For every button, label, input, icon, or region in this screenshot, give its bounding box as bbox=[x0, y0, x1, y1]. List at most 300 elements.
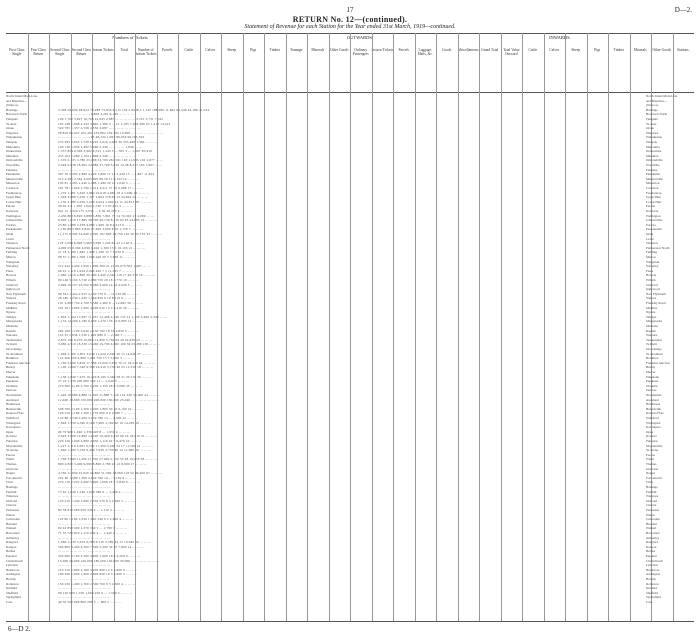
station-name: Makotuku bbox=[6, 144, 20, 149]
row-figures: 4,760 11,030 25,620 46,800 51,300 18,060 118 52 90,200 67 ... ... ... bbox=[58, 471, 163, 476]
row-figures: 320 785 1,357 2,538 4,550 3,687 ... ... ... ... ... ... ... ... bbox=[58, 126, 141, 131]
station-name: Kaipara Flats bbox=[6, 411, 24, 416]
station-name: Eketahuna bbox=[6, 172, 20, 177]
column-header: Second Class Return bbox=[71, 48, 91, 56]
row-figures: 1,700 5,000 3,810 17,580 13,620 5,630 70 11 19,510 64 ... ... ... bbox=[58, 360, 155, 365]
station-name: Lower Hutt bbox=[6, 199, 22, 204]
column-header: Second Class Single bbox=[50, 48, 70, 56]
station-name: Parnassus bbox=[6, 508, 20, 512]
row-figures: 90 561 1,424 2,055 4,250 770 8 ... 11,150 66 ... ... ... bbox=[58, 291, 139, 296]
row-figures: ... ... ... ... ... ... ... ... ... ... ... ... ... bbox=[58, 586, 111, 591]
station-name-right: Marton bbox=[646, 255, 656, 259]
row-figures: ... ... ... ... ... ... ... ... 4,808 4,281 6,100 ... ... ... ... bbox=[58, 112, 135, 117]
station-name-right: Penrose bbox=[646, 388, 657, 393]
station-name-right: Auckland bbox=[646, 397, 659, 402]
row-figures: 101 2,860 750 4,700 5,580 1,480 9 ... 12,665 39 ... ... ... bbox=[58, 301, 144, 305]
station-name: Kaiapoi bbox=[6, 544, 17, 549]
station-name: Hamilton bbox=[6, 356, 19, 361]
row-figures: 38 40 211 1,050 1,024 1,530 1 3 67,215 3 ... ... ... bbox=[58, 204, 134, 209]
station-name-right: Gisborne bbox=[646, 466, 659, 471]
column-header: Tonnage bbox=[290, 48, 303, 52]
row-figures: ... ... ... ... ... ... ... ... ... ... ... ... ... bbox=[58, 388, 111, 393]
station-name: Hastings bbox=[6, 485, 18, 489]
station-name: Wellsford bbox=[6, 416, 19, 420]
station-name: Otahuhu bbox=[6, 383, 18, 388]
station-name-right: Hastings bbox=[646, 107, 658, 112]
row-figures: ... ... ... ... ... ... ... ... ... ... ... ... ... bbox=[58, 485, 111, 489]
station-name: Te Aroha bbox=[6, 448, 19, 453]
row-figures: ... ... ... ... ... ... ... ... ... ... ... ... ... bbox=[58, 287, 111, 292]
station-name: Ormondville bbox=[6, 158, 23, 163]
row-figures: ... ... ... ... ... ... ... ... ... ... ... ... ... bbox=[58, 347, 111, 351]
station-name: and Branches— bbox=[6, 98, 28, 103]
station-name-right: Waipukurau bbox=[646, 135, 663, 140]
row-figures: 2,620 3,000 12,800 14,200 10,400 4,810 66 24 18,010 31 ... ... ... bbox=[58, 434, 157, 439]
station-name: Te Kuiti bbox=[6, 342, 17, 347]
station-name: Eltham bbox=[6, 278, 16, 282]
station-name: Auckland bbox=[6, 397, 19, 402]
station-name: Taihape bbox=[6, 314, 17, 319]
station-name: Feilding bbox=[6, 250, 17, 255]
page-subtitle: Statement of Revenue for each Station for the Year ended 31st March, 1919—continued. bbox=[244, 24, 456, 30]
row-figures: 1,370 2,135 3,780 23,496 53,709 261 561 165 11,935 126 1,677 ... ... bbox=[58, 158, 163, 163]
row-figures: ... ... ... ... ... ... ... ... ... ... ... ... ... bbox=[58, 167, 111, 172]
station-name-right: Stratford bbox=[646, 282, 658, 287]
row-figures: 1,840 1,330 4,590 6,510 7,900 2,190 40 16 14,230 19 ... ... ... bbox=[58, 420, 152, 425]
row-figures: 1,660 1,300 5,530 8,400 7,030 2,750 40 12 11,960 20 ... ... ... bbox=[58, 448, 152, 453]
station-name: Lyttelton bbox=[6, 563, 18, 568]
row-figures: 1,449 16,080 4,880 11,520 11,880 7,120 124 220 35,000 43 ... ... ... bbox=[58, 393, 161, 397]
station-name-right: Waverley bbox=[646, 264, 659, 269]
station-name: Ohakune bbox=[6, 324, 18, 328]
station-name-right: Paeroa bbox=[646, 452, 655, 457]
row-figures: 96 70 900 1,040 1,330 420 8 ... 1,950 4 ... ... ... bbox=[58, 429, 131, 434]
footer-rule bbox=[6, 621, 694, 622]
station-name-right: Makotuku bbox=[646, 144, 660, 149]
station-name-right: Pahiatua bbox=[646, 167, 658, 172]
station-name-right: Wellsford bbox=[646, 416, 659, 420]
station-name: Whangarei bbox=[6, 420, 21, 425]
station-name-right: Frankton Junction bbox=[646, 360, 670, 365]
column-header: Sheep bbox=[571, 48, 581, 52]
station-name-right: Putaruru bbox=[646, 439, 658, 443]
column-header: Total bbox=[120, 48, 128, 52]
station-name-right: Morrinsville bbox=[646, 443, 663, 448]
station-name: Palmerston North bbox=[6, 245, 30, 250]
station-name: Inglewood bbox=[6, 287, 21, 292]
row-figures: ... ... ... ... ... ... ... ... ... ... ... ... ... bbox=[58, 577, 111, 581]
station-name-right: Petone bbox=[646, 204, 655, 209]
row-figures: 270 300 4,100 2,700 5,230 1,350 26 6 2,080 25 ... ... ... bbox=[58, 383, 142, 388]
station-name-right: Te Kuiti bbox=[646, 342, 657, 347]
station-name: Stratford bbox=[6, 282, 18, 287]
station-name: Shannon bbox=[6, 241, 18, 246]
station-name: Marton bbox=[6, 255, 16, 259]
column-header: Cattle bbox=[184, 48, 194, 52]
station-name: Papanui bbox=[6, 554, 17, 558]
row-figures: 9,900 1,010 17,885 38,700 46,130 8,110 63 95 24,085 10 ... ... ... bbox=[58, 218, 157, 223]
row-figures: 235 103 1,080 1,104 1,808 2,348 ... ... ... ... ... ... ... bbox=[58, 153, 137, 158]
station-name: Opua bbox=[6, 429, 14, 434]
station-name-right: Ormondville bbox=[646, 158, 663, 163]
station-name-right: Fernhill bbox=[646, 489, 657, 494]
station-name: Pakipaki bbox=[6, 117, 18, 121]
row-figures: 1,150 2,380 5,030 5,630 6,024 1,060 14 11 43,813 38 ... ... ... bbox=[58, 199, 152, 204]
row-figures: 841 15 1,329 175 3,535 ... 6 36 29,205 4 ... ... ... bbox=[58, 209, 132, 213]
station-name-right: Raetihi bbox=[646, 328, 656, 333]
row-figures: ... ... ... ... ... ... ... ... ... ... ... ... ... bbox=[58, 512, 111, 517]
station-name-right: Hastings bbox=[646, 485, 658, 489]
row-figures: ... ... ... ... ... ... ... ... ... ... ... ... ... bbox=[58, 310, 111, 315]
row-figures: 21 18 3,160 1,665 1,400 1,160 12 7 3,070 8 ... ... ... bbox=[58, 250, 137, 255]
row-figures: 69 43 1,118 1,034 2,940 420 7 5 11,525 7 ... ... ... bbox=[58, 268, 134, 273]
column-header: Minerals bbox=[311, 48, 325, 52]
station-name-right: Culverden bbox=[646, 517, 660, 522]
column-header: Timber bbox=[269, 48, 280, 52]
station-name-right: Addington bbox=[646, 572, 661, 577]
row-figures: 270 118 2,270 2,660 3,600 1,060 18 5 3,840 9 ... ... ... bbox=[58, 480, 140, 485]
station-name: Putaruru bbox=[6, 439, 18, 443]
station-name: Waiouru bbox=[6, 333, 18, 338]
station-name: Taumarunui bbox=[6, 337, 22, 342]
station-name-right: Feilding bbox=[646, 250, 657, 255]
row-figures: ... ... ... ... ... ... ... ... ... ... ... ... ... bbox=[58, 521, 111, 526]
column-header: Parcels bbox=[398, 48, 409, 52]
station-name-right: Waiouru bbox=[646, 333, 658, 338]
station-name-right: Waiau bbox=[646, 512, 655, 517]
station-name: Raetihi bbox=[6, 328, 16, 333]
page-title: RETURN No. 12—(continued). bbox=[292, 15, 408, 24]
station-name-right: Darfield bbox=[646, 586, 657, 591]
station-name-right: Clive bbox=[646, 480, 654, 485]
row-figures: ... ... ... ... ... ... ... ... ... ... ... ... ... bbox=[58, 466, 111, 471]
station-name: Ngaere bbox=[6, 310, 16, 315]
row-figures: 800 2,820 3,400 9,090 8,800 2,780 23 12 8,990 27 ... ... ... bbox=[58, 462, 147, 466]
column-header: Timber bbox=[613, 48, 624, 52]
station-name: Morrinsville bbox=[6, 443, 23, 448]
row-figures: 284 168 1,720 3,040 2,130 760 18 10 4,850 5 ... ... ... bbox=[58, 328, 140, 333]
row-figures: ... ... ... ... ... ... ... ... ... ... ... ... ... bbox=[58, 259, 111, 264]
station-name-right: Henderson bbox=[646, 402, 661, 407]
column-header: Luggage, Mails, &c. bbox=[417, 48, 433, 56]
station-name-right: Pukekohe bbox=[646, 374, 660, 379]
station-name-right: Wellington bbox=[646, 213, 661, 218]
station-name-right: Upper Hutt bbox=[646, 195, 661, 200]
station-name: Cheviot bbox=[6, 503, 17, 508]
station-name-right: Dannevirke bbox=[646, 149, 662, 154]
station-name-right: Patea bbox=[646, 268, 654, 273]
row-figures: 11,175 8,390 34,940 4,700 167,600 18,750 120 36 95,735 33 ... ... ... bbox=[58, 232, 163, 236]
row-figures: 40 50 500 600 800 200 3 ... 800 2 ... ... ... bbox=[58, 600, 122, 604]
station-name: Levin bbox=[6, 236, 14, 241]
row-figures: 99 146 5,160 3,720 2,080 750 20 18 3,770 10 ... ... ... bbox=[58, 278, 140, 282]
column-header: Pigs bbox=[594, 48, 601, 52]
station-name-right: Levin bbox=[646, 236, 654, 241]
station-name-right: Waihi bbox=[646, 457, 654, 462]
row-figures: 1,346 3,088 5,230 1,117 1,964 578 65 13 44,844 24 ... ... ... bbox=[58, 195, 149, 200]
station-name: Christchurch bbox=[6, 558, 24, 563]
row-figures: 500 800 3,400 4,500 7,500 2,200 30 10 7,800 14 ... ... ... bbox=[58, 544, 144, 549]
row-figures: 110 35 1,036 1,530 1,020 680 9 ... 2,360 7 ... ... ... bbox=[58, 333, 135, 338]
station-name: Wellington bbox=[6, 213, 21, 218]
station-name-right: Whangarei bbox=[646, 420, 661, 425]
row-figures: 512 242 4,430 1,950 1,900 300 21 21 20,070 305 1,087 ... ... bbox=[58, 264, 150, 269]
station-name: Sheffield bbox=[6, 590, 19, 595]
station-name: Belfast bbox=[6, 549, 16, 554]
station-name-right: Christchurch bbox=[646, 558, 664, 563]
column-header: Grand Total bbox=[481, 48, 499, 52]
station-name: Waverley bbox=[6, 264, 19, 269]
station-name-right: Otane bbox=[646, 126, 654, 131]
station-name: Carterton bbox=[6, 186, 19, 190]
row-figures: 1,557 824 9,396 3,962 6,313 1,343 5 ... 305 3 ... 1,967 95,939 bbox=[58, 149, 152, 154]
column-header: Ordinary Passengers bbox=[352, 48, 369, 56]
row-figures: 201 301 3,085 1,900 4,290 610 13 2 6,410 29 ... ... ... bbox=[58, 305, 140, 310]
station-name: Springfield bbox=[6, 595, 21, 600]
station-name-right: Te Aroha bbox=[646, 448, 659, 453]
row-figures: 1,270 1,481 5,620 2,864 22,618 4,065 18 4 5,690 10 ... ... ... bbox=[58, 190, 150, 195]
column-header: Miscellaneous bbox=[457, 48, 479, 52]
row-figures: 508 700 2,100 1,500 2,200 1,800 30 10 6,100 10 ... ... ... bbox=[58, 406, 144, 411]
row-figures: ... ... ... ... ... ... ... ... ... ... ... ... ... bbox=[58, 452, 111, 457]
station-name-right: Carterton bbox=[646, 186, 659, 190]
station-name: Dannevirke bbox=[6, 149, 22, 154]
column-header: First Class Single bbox=[9, 48, 25, 56]
station-name-right: Newmarket bbox=[646, 393, 662, 397]
station-name-right: Belfast bbox=[646, 549, 656, 554]
row-figures: 1,190 1,600 7,340 9,590 16,410 3,730 40 25 11,350 18 ... ... ... bbox=[58, 365, 154, 370]
row-figures: 120 310 1,180 1,300 1,770 600 9 2 2,580 7 ... ... ... bbox=[58, 411, 136, 416]
row-figures: 103 81 1,265 1,440 2,488 1,480 29 14 1,040 5 ... ... ... bbox=[58, 181, 141, 186]
row-figures: ... ... ... ... ... ... ... ... ... ... ... ... ... bbox=[58, 494, 111, 499]
row-figures: 1,804 1,104 17,097 11,237 12,408 2,540 135 12 1,190 5,460 2,340 ... ... bbox=[58, 314, 167, 319]
page-id: D—2. bbox=[674, 6, 692, 14]
station-name-right: and Branches— bbox=[646, 98, 668, 103]
station-name-right: Havelock North bbox=[646, 112, 668, 117]
station-name: Woodville bbox=[6, 163, 20, 167]
station-name-right: Kaiapoi bbox=[646, 544, 657, 549]
station-name: Amberley bbox=[6, 535, 20, 540]
station-name-right: Lyttelton bbox=[646, 563, 658, 568]
station-name-right: Inglewood bbox=[646, 287, 661, 292]
station-name: Havelock North bbox=[6, 112, 28, 117]
row-figures: 320 660 2,700 3,300 4,900 1,600 18 6 4,200 9 ... ... ... bbox=[58, 554, 141, 558]
station-name-right: Ormond bbox=[646, 498, 657, 503]
station-name-right: Wanganui bbox=[646, 259, 660, 264]
row-figures: 118 1,098 6,098 5,960 5,098 1,240 64 43 1,165 9 ... ... ... bbox=[58, 241, 145, 246]
column-header: Sheep bbox=[227, 48, 237, 52]
row-figures: 1,138 1,840 7,470 10,420 8,100 3,340 58 21 20,710 56 ... ... ... bbox=[58, 374, 154, 379]
page-footer: 6—D 2. bbox=[8, 625, 31, 633]
station-name: Te Awamutu bbox=[6, 351, 23, 356]
row-figures: ... ... ... ... ... ... ... ... ... ... ... ... ... bbox=[58, 595, 111, 600]
row-figures: 367 50 2,285 2,868 4,220 1,860 72 14 5,229 13 ... 1,867 11,812 bbox=[58, 172, 155, 177]
column-header: Other Goods bbox=[330, 48, 349, 52]
station-name-right: Ngaere bbox=[646, 310, 656, 315]
table-row bbox=[6, 600, 694, 605]
station-name-right: Porirua bbox=[646, 222, 656, 227]
station-name: Hastings bbox=[6, 107, 18, 112]
station-name-right: Heathcote bbox=[646, 567, 660, 572]
row-figures: 150 230 1,400 1,700 2,500 700 9 3 2,300 4 ... ... ... bbox=[58, 581, 136, 586]
station-name-right: Helensville bbox=[646, 406, 662, 411]
row-figures: 58,816 90,047 105,401 232,862 276,384 10,600 ... ... ... ... ... ... ... ... bbox=[58, 130, 164, 135]
station-name: Takapau bbox=[6, 140, 18, 144]
station-name-right: Kaipara Flats bbox=[646, 411, 664, 416]
station-name-right: Papakura bbox=[646, 379, 659, 384]
row-figures: ... ... ... ... ... ... ... ... ... ... ... ... ... bbox=[58, 402, 111, 407]
station-name: Mercer bbox=[6, 370, 16, 374]
station-name: Pahiatua bbox=[6, 167, 18, 172]
column-header: Other Goods bbox=[652, 48, 671, 52]
row-figures: 71 33 720 810 1,110 290 4 ... 1,440 2 ... ... ... bbox=[58, 531, 128, 535]
station-name: Patea bbox=[6, 268, 14, 273]
row-figures: ... ... ... ... ... ... ... ... ... ... ... ... ... bbox=[58, 535, 111, 540]
header-group-inwards: INWARDS. bbox=[549, 35, 571, 40]
column-header: Calves bbox=[549, 48, 560, 52]
row-figures: 2,870 100 8,270 10,960 12,800 5,760 56 29 24,630 23 ... ... ... bbox=[58, 337, 153, 342]
station-name-right: Woodville bbox=[646, 163, 660, 167]
row-figures: 1,227 2,110 4,005 6,700 11,300 3,160 34 17 11,500 21 ... ... ... bbox=[58, 443, 153, 448]
station-name-right: Papanui bbox=[646, 554, 657, 558]
station-name-right: Featherston bbox=[646, 190, 662, 195]
station-name-right: Shannon bbox=[646, 241, 658, 246]
station-name-right: Eltham bbox=[646, 278, 656, 282]
station-name-right: Frankley Road bbox=[646, 301, 666, 305]
row-figures: 98 37 1,180 1,500 1,060 440 20 5 5,630 11 ... ... ... bbox=[58, 255, 136, 259]
station-name: Masterton bbox=[6, 181, 20, 186]
station-name-right: Springfield bbox=[646, 595, 661, 600]
row-figures: 114 206 650 2,800 3,400 750 15 7 5,090 3 ... ... ... bbox=[58, 356, 135, 361]
station-name: Paeroa bbox=[6, 452, 15, 457]
station-name-right: Otorohanga bbox=[646, 347, 662, 351]
station-name: Upper Hutt bbox=[6, 195, 21, 200]
station-name-right: Johnsonville bbox=[646, 218, 663, 223]
row-figures: 201 40 1,580 1,300 2,040 760 10 ... 3,120 6 ... ... ... bbox=[58, 475, 137, 480]
station-name-right: Taumarunui bbox=[646, 337, 662, 342]
row-figures: 1,760 3,860 11,200 11,700 27,040 5,150 53 28 19,950 38 ... ... ... bbox=[58, 457, 157, 462]
station-name: Waitara bbox=[6, 296, 17, 301]
row-figures: 591 781 1,629 1,796 2,414 4,611 37 76 6,068 17 ... ... ... bbox=[58, 186, 144, 190]
station-name: Waikari bbox=[6, 526, 17, 531]
station-name: Mangaweka bbox=[6, 319, 23, 324]
station-name: Otaki bbox=[6, 232, 14, 236]
station-name: Henderson bbox=[6, 402, 21, 407]
row-figures: 180 260 1,600 1,900 2,900 820 10 3 2,600 5 ... ... ... bbox=[58, 572, 138, 577]
station-name: Otorohanga bbox=[6, 347, 22, 351]
station-name-right: Hawarden bbox=[646, 531, 660, 535]
station-name: Helensville bbox=[6, 406, 22, 411]
column-header: Calves bbox=[205, 48, 216, 52]
station-name-right: Te Awamutu bbox=[646, 351, 663, 356]
column-header: Minerals bbox=[633, 48, 647, 52]
station-name-right: Thames bbox=[646, 462, 657, 466]
station-name-right: Cheviot bbox=[646, 503, 657, 508]
station-name-right: North Island Main Line bbox=[646, 94, 678, 98]
station-name-right: Pakipaki bbox=[646, 117, 658, 121]
header-group-tickets: Numbers of Tickets bbox=[112, 35, 148, 40]
station-name-right: Hurunui bbox=[646, 521, 657, 526]
row-figures: ... ... ... ... ... ... ... ... ... ... ... ... ... bbox=[58, 549, 111, 554]
row-figures: 1,060 1,010 4,800 20,400 4,420 2,540 118 17 40,570 16 ... ... ... bbox=[58, 273, 155, 278]
station-name: Wanganui bbox=[6, 259, 20, 264]
row-figures: ... ... ... ... ... ... ... ... ... ... ... ... ... bbox=[58, 236, 111, 241]
station-name-right: Hornby bbox=[646, 577, 657, 581]
station-name: Papakura bbox=[6, 379, 19, 384]
station-name: Addington bbox=[6, 572, 21, 577]
station-name: Pukekohe bbox=[6, 374, 20, 379]
station-name-right: (Wairoa). bbox=[646, 103, 659, 108]
row-figures: 3,308 29,006 48,923 76,488 73,836 9,113 130 5 85,813 1,120 188,986 11,802 93,446 42,186 41,014 bbox=[58, 107, 210, 112]
row-figures: 3,060 4,510 18,330 13,460 19,700 4,660 190 36 25,280 130 ... ... ... bbox=[58, 342, 161, 347]
station-name-right: Huntly bbox=[646, 365, 656, 370]
row-figures: 2,096 10,157 43,500 8,460 5,600 14 26 4,620 5 ... ... ... bbox=[58, 282, 142, 287]
station-name-right: Napier bbox=[646, 471, 655, 476]
row-figures: 1,066 2,160 3,855 3,040 11,620 2,590 30 15 14,640 27 ... ... ... bbox=[58, 351, 154, 356]
station-name-right: Hamilton bbox=[646, 356, 659, 361]
station-name: Johnsonville bbox=[6, 218, 23, 223]
row-figures: 235 283 2,045 1,728 6,292 3,616 4,085 36 335,496 1,364 ... ... ... bbox=[58, 140, 157, 144]
column-header: Number of Season Tickets bbox=[135, 48, 157, 56]
station-name: Rotorua bbox=[6, 434, 17, 439]
station-name-right: Taihape bbox=[646, 314, 657, 319]
station-name-right: Kaiwarra bbox=[646, 209, 659, 213]
station-name-right: Midhirst bbox=[646, 305, 658, 310]
station-name: Thames bbox=[6, 462, 17, 466]
station-name: North Island Main Line bbox=[6, 94, 38, 98]
station-name-right: Opua bbox=[646, 429, 654, 434]
row-figures: ... ... ... ... ... ... ... ... 23 46,134 1,997 86,054 99,765,704 bbox=[58, 135, 145, 140]
station-name: Heathcote bbox=[6, 567, 20, 572]
station-name: Hawera bbox=[6, 273, 17, 278]
station-name-right: Waikari bbox=[646, 526, 657, 531]
station-name-right: Cass bbox=[646, 600, 653, 604]
page-number: 17 bbox=[346, 6, 354, 14]
column-header: Season Tickets bbox=[371, 48, 393, 52]
station-name-right: Paekakariki bbox=[646, 227, 662, 232]
station-name: Matamau bbox=[6, 153, 19, 158]
column-header: Season Tickets bbox=[92, 48, 114, 52]
row-figures: 23 80 1,689 2,078 4,680 1,960 19 8 4,313 9 ... ... ... bbox=[58, 222, 137, 227]
station-name-right: Kawakawa bbox=[646, 425, 661, 430]
station-name: Huntly bbox=[6, 365, 16, 370]
row-figures: 118 90 1,180 1,030 1,640 540 9 2 2,260 4 ... ... ... bbox=[58, 517, 134, 522]
station-name-right: Palmerston North bbox=[646, 245, 670, 250]
station-name-right: Otaki bbox=[646, 232, 654, 236]
station-name-right: Hawera bbox=[646, 273, 657, 278]
row-figures: ... ... ... ... ... ... ... ... ... ... ... ... ... bbox=[58, 503, 111, 508]
station-name: Hurunui bbox=[6, 521, 17, 526]
row-figures: 2,430 803 6,826 3,888 5,836 7,861 77 54 70,302 13 4,000 ... ... bbox=[58, 213, 154, 218]
column-header: Goods bbox=[442, 48, 452, 52]
column-header: Pigs bbox=[250, 48, 257, 52]
station-name: Paekakariki bbox=[6, 227, 22, 232]
station-name-right: Eketahuna bbox=[646, 172, 660, 177]
row-figures: 313 2,295 2,562 4,005 805 89 59 11 6,133 10 ... ... ... bbox=[58, 176, 139, 181]
row-figures: 106 1,702 3,827 16,768 22,845 2,887 ... ... ... ... ... 3,725 3,731 7,322 bbox=[58, 117, 164, 121]
station-name-right: Waipawa bbox=[646, 130, 659, 135]
station-name: Napier bbox=[6, 471, 15, 476]
station-name: Darfield bbox=[6, 586, 17, 591]
row-figures: 60 42 850 900 1,370 360 5 ... 1,780 3 ... ... ... bbox=[58, 526, 128, 531]
station-name: Waiau bbox=[6, 512, 15, 517]
column-header: First Class Return bbox=[30, 48, 46, 56]
station-name: Waipawa bbox=[6, 130, 19, 135]
row-figures: 145 88 1,540 2,200 3,150 780 13 ... 4,300 12 ... ... ... bbox=[58, 416, 139, 420]
station-name-right: Sheffield bbox=[646, 590, 659, 595]
station-name-right: Waipawa bbox=[646, 494, 659, 499]
station-name-right: Waitara bbox=[646, 296, 657, 301]
